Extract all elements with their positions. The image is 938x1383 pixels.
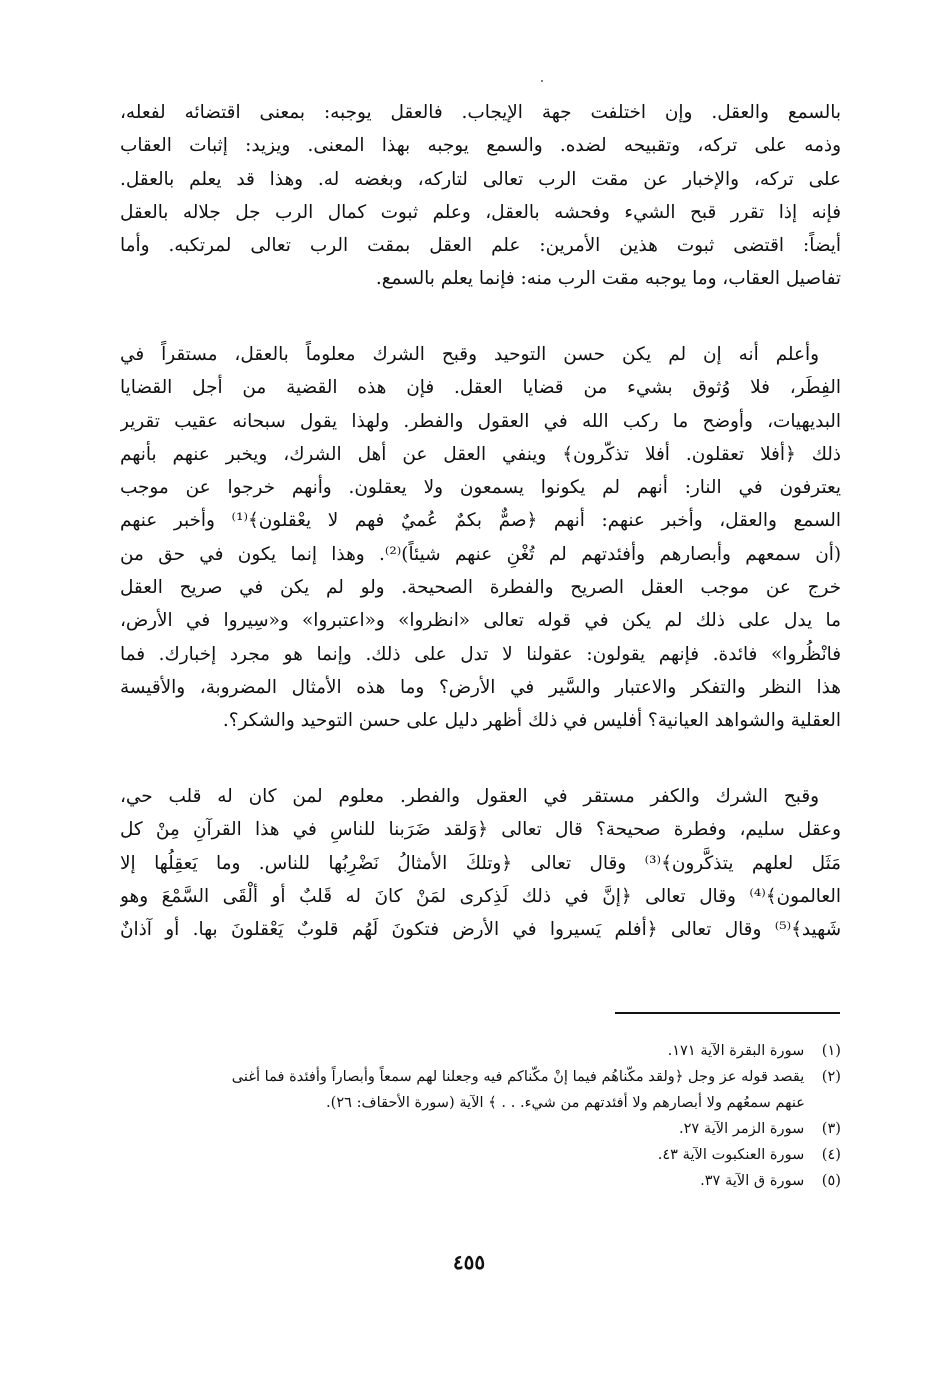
text-line: البديهيات، وأوضح ما ركب الله في العقول والفطر. ولهذا يقول سبحانه عقيب تقرير [120, 410, 841, 432]
text-line: (أن سمعهم وأبصارهم وأفئدتهم لم تُغْنِ عنهم شيئاً)⁽²⁾. وهذا إنما يكون في حق من [120, 543, 841, 565]
page-number: ٤٥٥ [452, 1250, 486, 1274]
footnote-continuation [120, 1090, 841, 1116]
footnote-divider [615, 1012, 840, 1014]
footnote-item [120, 1142, 841, 1168]
text-line: على تركه، والإخبار عن مقت الرب تعالى لتاركه، وبغضه له. وهذا قد يعلم بالعقل. [120, 168, 841, 190]
footnote-text: سورة البقرة الآية ١٧١. [667, 1042, 805, 1059]
text-line: العالمون﴾⁽⁴⁾ وقال تعالى ﴿إنَّ في ذلك لَذِكرى لمَنْ كانَ له قَلبٌ أو ألْقَى السَّمْعَ وهو [120, 885, 841, 907]
footnotes [120, 1038, 841, 1194]
paragraph-3 [120, 780, 841, 946]
text-line: وقبح الشرك والكفر مستقر في العقول والفطر. معلوم لمن كان له قلب حي، [120, 786, 819, 807]
footnote-text: يقصد قوله عز وجل ﴿ولقد مكّناهُم فيما إنْ مكّناكم فيه وجعلنا لهم سمعاً وأبصاراً وأفئدة فما أغنى [231, 1068, 805, 1085]
scan-speck [541, 80, 543, 82]
text-line: وعقل سليم، وفطرة صحيحة؟ قال تعالى ﴿وَلقد ضَرَبنا للناسِ في هذا القرآنِ مِنْ كل [120, 819, 841, 841]
text-line: وذمه على تركه، وتقبيحه لضده. والسمع يوجبه بهذا المعنى. ويزيد: إثبات العقاب [120, 135, 841, 157]
text-line: ذلك ﴿أفلا تعقلون. أفلا تذكّرون﴾ وينفي العقل عن أهل الشرك، ويخبر عنهم بأنهم [120, 443, 841, 465]
footnote-number: (٥) [821, 1172, 841, 1189]
text-line: شَهيد﴾⁽⁵⁾ وقال تعالى ﴿أفلم يَسيروا في الأرض فتكونَ لَهُم قلوبٌ يَعْقلونَ بها. أو آذانٌ [120, 919, 841, 941]
footnote-item [120, 1168, 841, 1194]
text-line: فانْظُروا» فائدة. فإنهم يقولون: عقولنا لا تدل على ذلك. وإنما هو مجرد إخبارك. فما [120, 643, 841, 665]
text-line: تفاصيل العقاب، وما يوجبه مقت الرب منه: فإنما يعلم بالسمع. [375, 268, 841, 290]
footnote-item [120, 1038, 841, 1064]
text-line: بالسمع والعقل. وإن اختلفت جهة الإيجاب. فالعقل يوجبه: بمعنى اقتضائه لفعله، [120, 102, 841, 123]
footnote-item [120, 1064, 841, 1090]
footnote-number: (٤) [821, 1146, 841, 1163]
text-line: العقلية والشواهد العيانية؟ أفليس في ذلك أظهر دليل على حسن التوحيد والشكر؟. [222, 710, 841, 732]
footnote-text: عنهم سمعُهم ولا أبصارهم ولا أفئدتهم من شيء. . . ﴾ الآية (سورة الأحقاف: ٢٦). [325, 1094, 805, 1111]
text-line: يعترفون في النار: أنهم لم يكونوا يسمعون ولا يعقلون. وأنهم خرجوا عن موجب [120, 477, 841, 499]
text-line: هذا النظر والتفكر والاعتبار والسَّير في الأرض؟ وما هذه الأمثال المضروبة، والأقيسة [120, 676, 841, 698]
footnote-item [120, 1116, 841, 1142]
footnote-text: سورة الزمر الآية ٢٧. [678, 1120, 805, 1137]
footnote-text: سورة العنكبوت الآية ٤٣. [657, 1146, 805, 1163]
text-line: ما يدل على ذلك لم يكن في قوله تعالى «انظروا» و«اعتبروا» و«سِيروا في الأرض، [120, 610, 841, 632]
footnote-number: (١) [821, 1042, 841, 1059]
text-line: السمع والعقل، وأخبر عنهم: أنهم ﴿صمٌّ بكمٌ عُميٌ فهم لا يعْقلون﴾⁽¹⁾ وأخبر عنهم [120, 510, 841, 532]
text-line: وأعلم أنه إن لم يكن حسن التوحيد وقبح الشرك معلوماً بالعقل، مستقراً في [120, 344, 819, 365]
footnote-number: (٢) [821, 1068, 841, 1085]
text-line: مَثَل لعلهم يتذكَّرون﴾⁽³⁾ وقال تعالى ﴿وتلكَ الأمثالُ نَضْرِبُها للناس. وما يَعقِلُها إلا [120, 852, 841, 874]
text-line: فإنه إذا تقرر قبح الشيء وفحشه بالعقل، وعلم ثبوت كمال الرب جل جلاله بالعقل [120, 201, 841, 223]
paragraph-2 [120, 338, 841, 738]
text-line: أيضاً: اقتضى ثبوت هذين الأمرين: علم العقل بمقت الرب تعالى لمرتكبه. وأما [120, 235, 841, 257]
text-line: الفِطَر، فلا وُثوق بشيء من قضايا العقل. فإن هذه القضية من أجل القضايا [120, 377, 841, 399]
text-line: خرج عن موجب العقل الصريح والفطرة الصحيحة. ولو لم يكن في صريح العقل [120, 577, 841, 599]
footnote-number: (٣) [821, 1120, 841, 1137]
paragraph-1 [120, 96, 841, 296]
footnote-text: سورة ق الآية ٣٧. [700, 1172, 805, 1189]
